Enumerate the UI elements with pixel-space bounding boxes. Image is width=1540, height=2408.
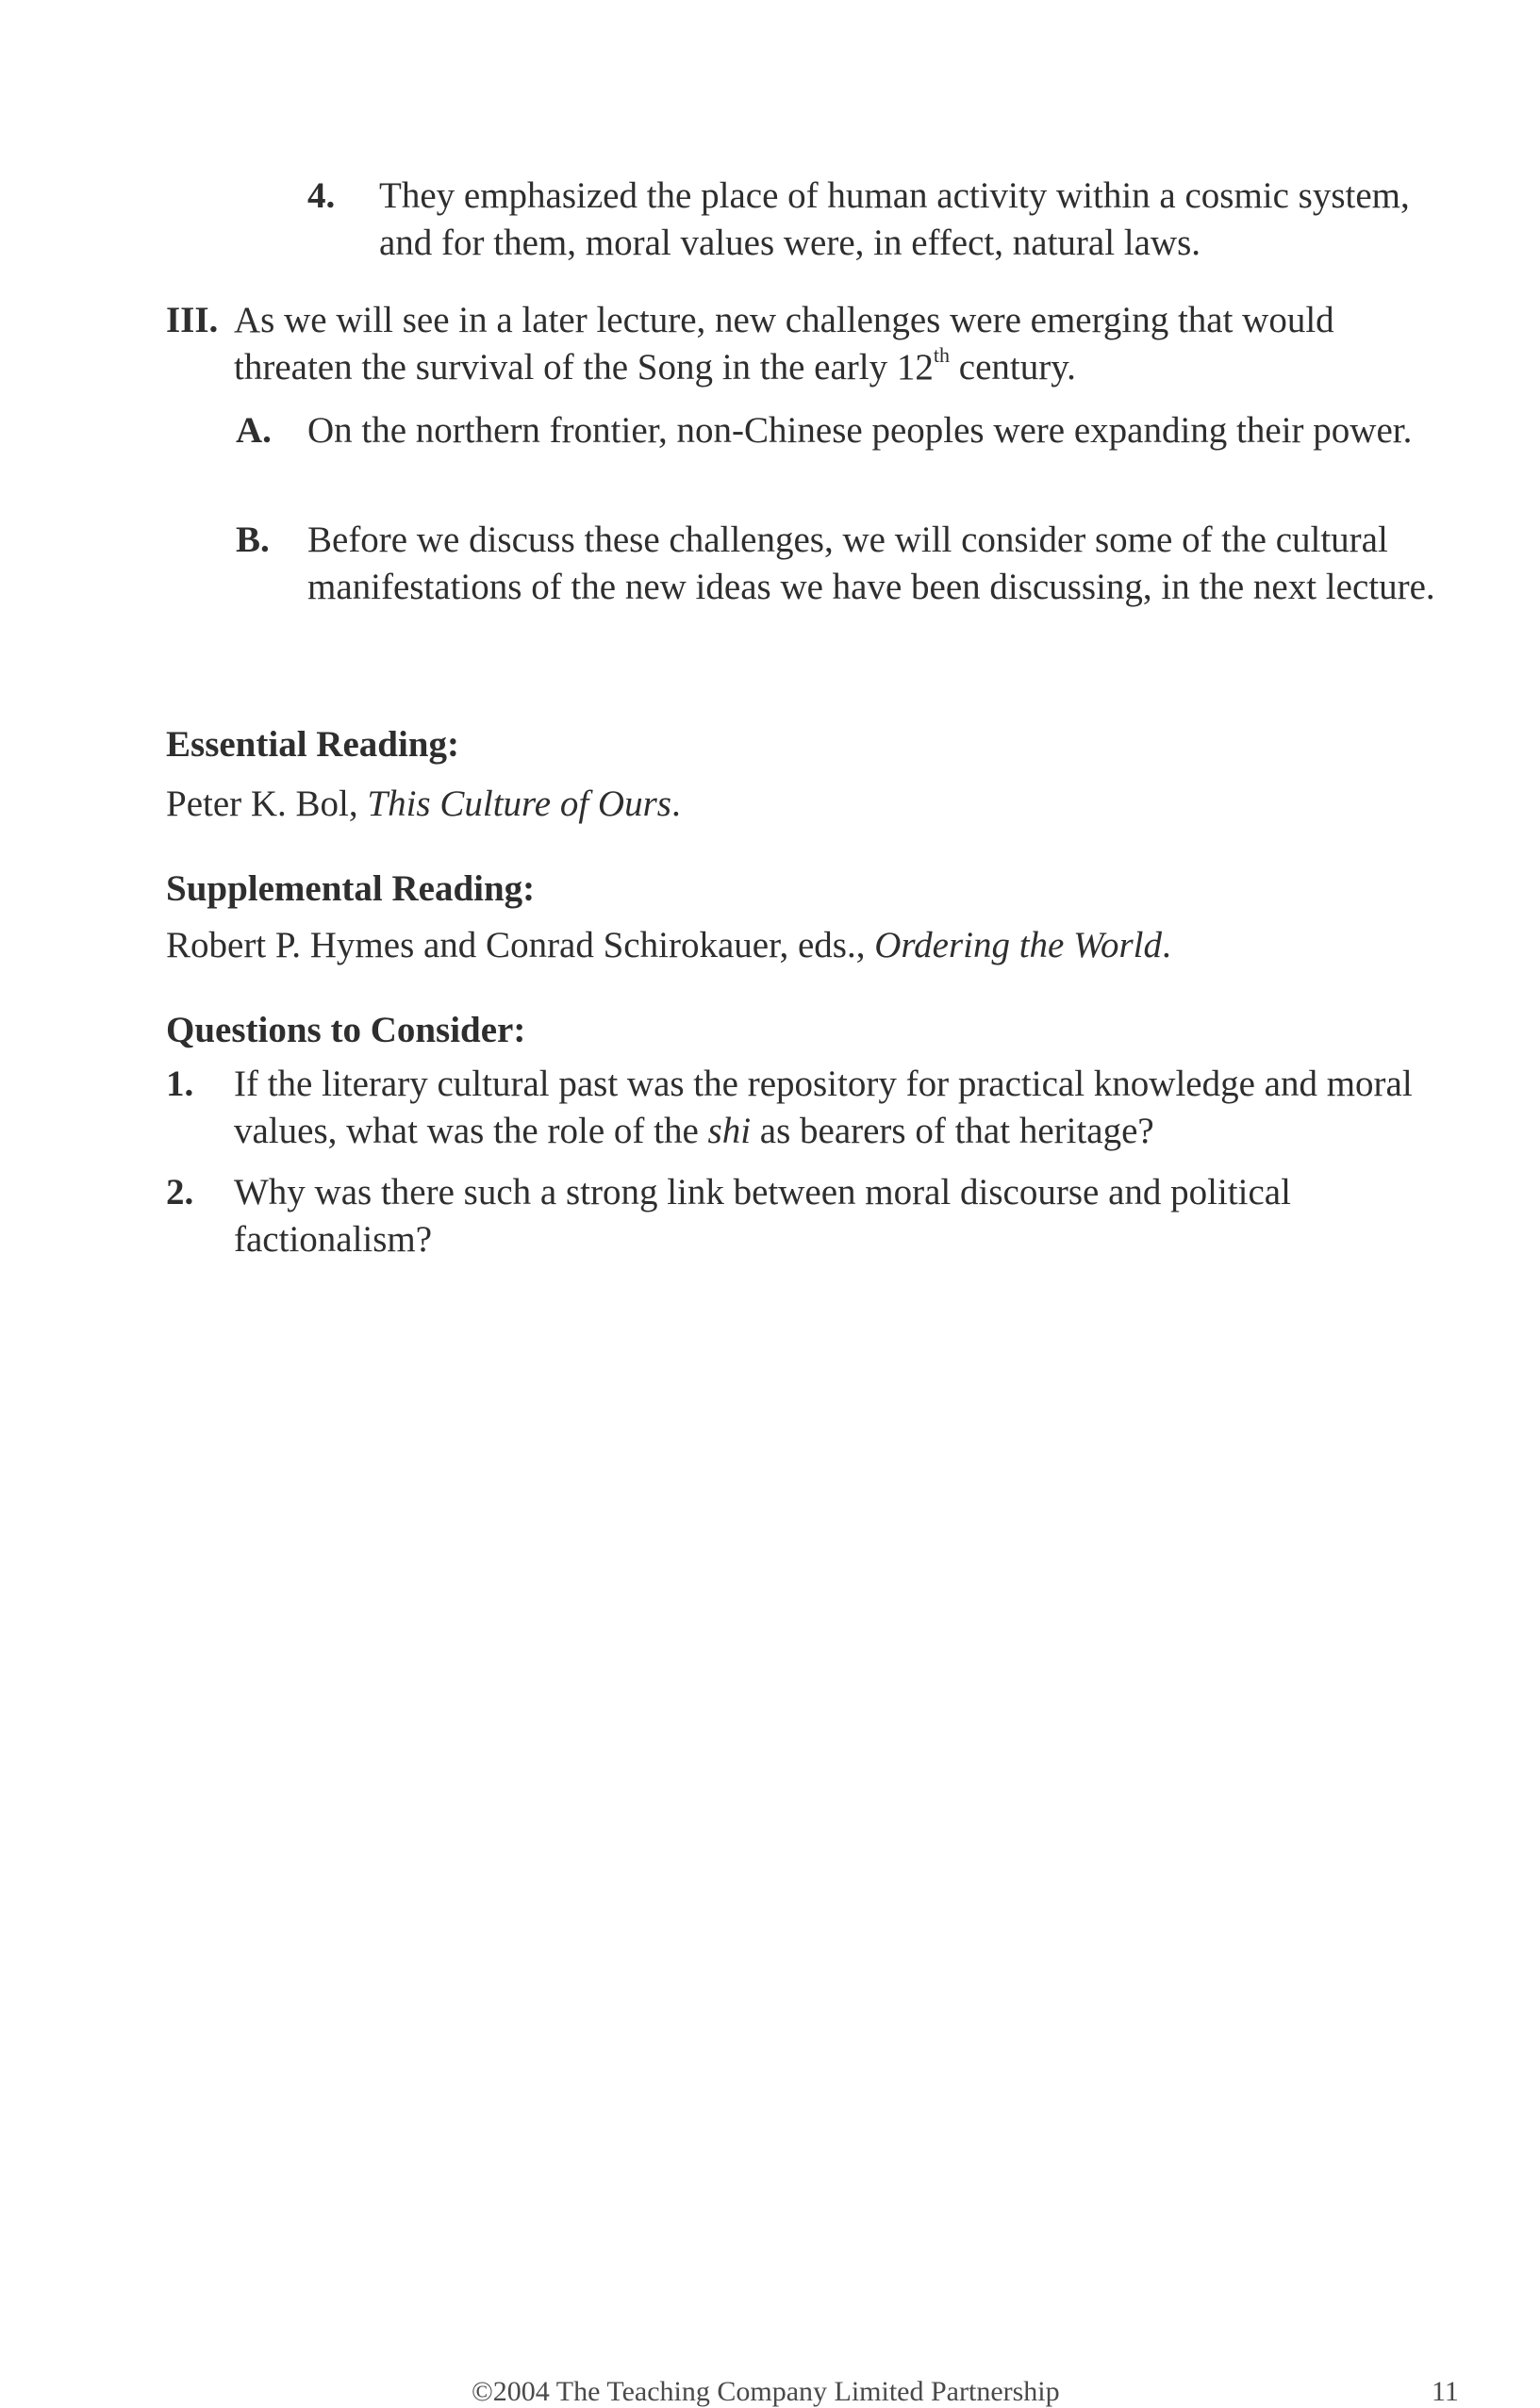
outline-marker: B.: [236, 520, 270, 560]
supplemental-reading-citation: [166, 922, 1171, 969]
question-text: [234, 1061, 1460, 1155]
outline-marker: 4.: [307, 175, 336, 216]
citation-author: Peter K. Bol,: [166, 783, 368, 824]
question-italic-term: shi: [707, 1111, 752, 1151]
outline-marker: A.: [236, 410, 272, 451]
question-marker: 1.: [166, 1064, 194, 1104]
question-text: Why was there such a strong link between moral discourse and political factionalism?: [234, 1172, 1291, 1260]
question-text-part: as bearers of that heritage?: [751, 1111, 1154, 1151]
supplemental-reading-heading: Supplemental Reading:: [166, 868, 536, 909]
citation-title: This Culture of Ours: [367, 783, 671, 824]
footer-copyright: ©2004 The Teaching Company Limited Partnership: [472, 2376, 1060, 2407]
citation-title: Ordering the World: [874, 925, 1163, 965]
question-text-part: If the literary cultural past was the repository for practical knowledge and moral values, what was the role of the: [234, 1064, 1413, 1151]
outline-marker: III.: [166, 300, 219, 340]
page-number: 11: [1432, 2376, 1459, 2407]
essential-reading-heading: Essential Reading:: [166, 724, 459, 765]
citation-end: .: [1162, 925, 1171, 965]
outline-text-part: As we will see in a later lecture, new challenges were emerging that would threaten the survival of the Song in the early 12: [234, 300, 1334, 388]
outline-text-part: century.: [950, 347, 1076, 388]
outline-text: On the northern frontier, non-Chinese peoples were expanding their power.: [307, 410, 1413, 451]
essential-reading-citation: [166, 781, 681, 828]
ordinal-suffix: th: [933, 343, 951, 367]
outline-text: Before we discuss these challenges, we will consider some of the cultural manifestations of the new ideas we have been discussing, in the next lecture.: [307, 520, 1435, 607]
outline-text: [234, 297, 1460, 391]
citation-author: Robert P. Hymes and Conrad Schirokauer, eds.,: [166, 925, 875, 965]
question-marker: 2.: [166, 1172, 194, 1212]
questions-heading: Questions to Consider:: [166, 1010, 526, 1050]
citation-end: .: [671, 783, 681, 824]
outline-text: They emphasized the place of human activity within a cosmic system, and for them, moral values were, in effect, natural laws.: [379, 175, 1410, 263]
